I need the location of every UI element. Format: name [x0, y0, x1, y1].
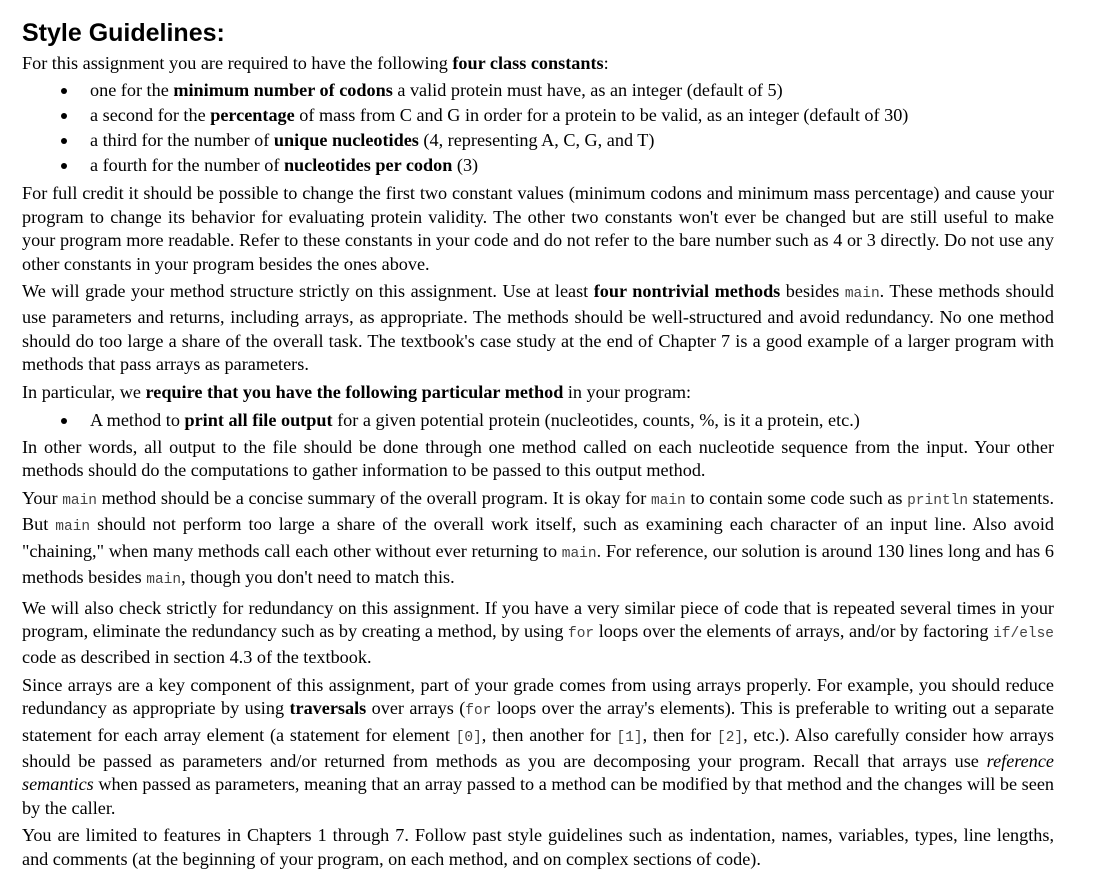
credit-paragraph: For full credit it should be possible to change the first two constant values (minimum codons and minimum mass percentage) and cause your program to change its behavior for evaluating protein validity. The other two constants won't ever be changed but are still useful to make your program more readable. Refer to these constants in your code and do not refer to the bare number such as 4 or 3 directly. Do not use any other constants in your program besides the ones above. [22, 183, 1054, 274]
code-main: main [55, 519, 91, 536]
item-emphasis: print all file output [184, 410, 333, 431]
code-for: for [465, 703, 492, 720]
text: loops over the array's elements). This is preferable to writing out a separate statement for each array element (a statement for element [22, 698, 1054, 745]
main-method-paragraph [22, 487, 1054, 593]
constants-list [22, 78, 1054, 178]
text: method should be a concise summary of the overall program. It is okay for [97, 487, 651, 508]
text: over arrays ( [366, 698, 466, 719]
text: statements. But [22, 487, 1054, 535]
item-text: a third for the number of [90, 130, 274, 151]
item-emphasis: percentage [210, 105, 295, 126]
method-structure-paragraph [22, 280, 1054, 377]
limits-paragraph: You are limited to features in Chapters 1 through 7. Follow past style guidelines such as indentation, names, variables, types, line lengths, and comments (at the beginning of your program, on each method, and on complex sections of code). [22, 825, 1054, 869]
text: , then for [642, 724, 717, 745]
particular-paragraph [22, 381, 1054, 404]
text: code as described in section 4.3 of the textbook. [22, 647, 372, 668]
item-text: for a given potential protein (nucleotides, counts, %, is it a protein, etc.) [332, 410, 860, 431]
text: , etc.). Also carefully consider how arrays should be passed as parameters and/or returned from methods as you are decomposing your program. Recall that arrays use [22, 724, 1054, 771]
intro-emphasis: four class constants [452, 53, 604, 73]
item-emphasis: nucleotides per codon [283, 155, 453, 176]
text: Your [22, 487, 63, 508]
intro-text-end: : [603, 53, 609, 73]
item-text: one for the [90, 80, 174, 101]
item-text: of mass from C and G in order for a protein to be valid, as an integer (default of 30) [294, 105, 909, 126]
code-main: main [561, 545, 597, 562]
code-println: println [907, 492, 969, 509]
emphasis: four nontrivial methods [593, 281, 781, 302]
emphasis: require that you have the following particular method [145, 381, 564, 402]
text: in your program: [563, 381, 692, 402]
item-emphasis: unique nucleotides [273, 130, 419, 151]
code-if-else: if/else [993, 625, 1055, 642]
code-main: main [844, 286, 880, 303]
text: to contain some code such as [685, 487, 908, 508]
italic-term: reference semantics [22, 750, 1054, 795]
code-for: for [568, 625, 595, 642]
intro-paragraph [22, 52, 1054, 75]
item-text: a fourth for the number of [90, 155, 284, 176]
text: when passed as parameters, meaning that an array passed to a method can be modified by that method and the changes will be seen by the caller. [22, 774, 1054, 818]
item-text: (4, representing A, C, G, and T) [418, 130, 655, 151]
page-title: Style Guidelines: [22, 19, 225, 47]
list-item [90, 408, 1054, 433]
text: besides [780, 281, 845, 302]
item-emphasis: minimum number of codons [173, 80, 393, 101]
required-method-list [22, 408, 1054, 433]
text: loops over the elements of arrays, and/or by factoring [594, 620, 994, 641]
redundancy-paragraph [22, 597, 1054, 670]
list-item [90, 128, 1054, 153]
code-main: main [146, 572, 182, 589]
intro-text: For this assignment you are required to have the following [22, 53, 453, 73]
text: , though you don't need to match this. [181, 567, 455, 588]
code-index: [1] [616, 729, 643, 746]
code-main: main [650, 492, 686, 509]
list-item [90, 103, 1054, 128]
list-item [90, 78, 1054, 103]
text: Since arrays are a key component of this assignment, part of your grade comes from using arrays properly. For example, you should reduce redundancy as appropriate by using [22, 674, 1054, 719]
text: , then another for [481, 724, 617, 745]
list-item [90, 153, 1054, 178]
code-index: [0] [455, 729, 482, 746]
text: We will also check strictly for redundancy on this assignment. If you have a very similar piece of code that is repeated several times in your program, eliminate the redundancy such as by creating a method, by using [22, 597, 1054, 641]
text: should not perform too large a share of the overall work itself, such as examining each character of an input line. Also avoid "chaining," when many methods call each other without ever returning to [22, 514, 1054, 561]
code-index: [2] [717, 729, 744, 746]
other-words-paragraph: In other words, all output to the file should be done through one method called on each nucleotide sequence from the input. Your other methods should do the computations to gather information to be passed to this output method. [22, 437, 1054, 481]
text: In particular, we [22, 381, 146, 402]
text: We will grade your method structure strictly on this assignment. Use at least [22, 281, 594, 302]
item-text: (3) [452, 155, 479, 176]
text: . For reference, our solution is around 130 lines long and has 6 methods besides [22, 540, 1054, 588]
arrays-paragraph [22, 674, 1054, 820]
code-main: main [62, 492, 98, 509]
item-text: A method to [90, 410, 185, 431]
item-text: a second for the [90, 105, 211, 126]
emphasis: traversals [289, 698, 367, 719]
item-text: a valid protein must have, as an integer (default of 5) [392, 80, 783, 101]
text: . These methods should use parameters and returns, including arrays, as appropriate. The methods should be well-structured and avoid redundancy. No one method should do too large a share of the overall task. The textbook's case study at the end of Chapter 7 is a good example of a larger program with methods that pass arrays as parameters. [22, 281, 1054, 375]
